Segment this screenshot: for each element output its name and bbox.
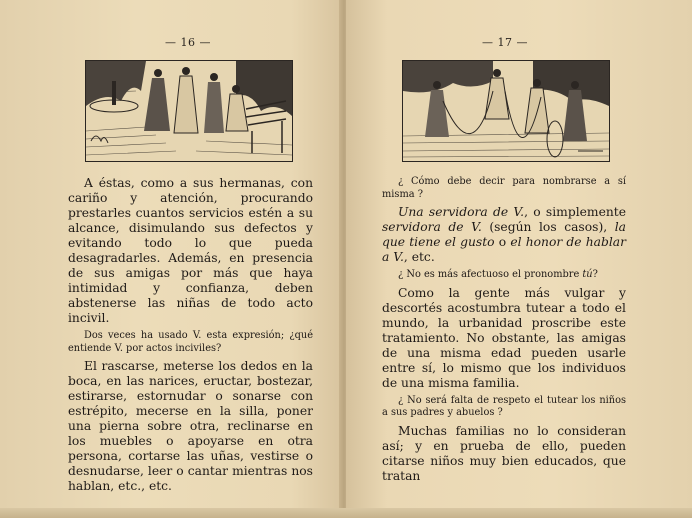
question <box>382 269 626 282</box>
book-bottom-edge <box>0 508 692 518</box>
paragraph: A éstas, como a sus hermanas, con cariño y atención, procurando prestarles cuantos servicios estén a su alcance, disimulando sus defectos y evitando todo lo que pueda desagradarles. Además, en presencia de sus amigas por más que haya intimidad y confianza, deben abstenerse las niñas de todo acto incivil. <box>68 176 313 325</box>
answer <box>382 205 626 265</box>
question-text: ¿ No es más afectuoso el pronombre <box>398 269 580 280</box>
paragraph: Muchas familias no lo consideran así; y en prueba de ello, pueden citarse niños muy bien educados, que tratan <box>382 423 626 483</box>
question: ¿ No será falta de respeto el tutear los niños a sus padres y abuelos ? <box>382 394 626 418</box>
answer-italic: servidora de V. <box>382 220 482 234</box>
left-page-text <box>68 176 313 494</box>
page-number-16: — 16 — <box>165 36 211 49</box>
engraving-girls-in-garden <box>85 60 293 162</box>
answer-text: , o simplemente <box>524 205 626 219</box>
right-page-text <box>382 176 626 484</box>
paragraph: Como la gente más vulgar y descortés acostumbra tutear a todo el mundo, la urbanidad proscribe este tratamiento. No obstante, las amigas de una misma edad pueden usarle entre sí, lo mismo que los individuos de una misma familia. <box>382 285 626 390</box>
engraving-girls-jumping-rope <box>402 60 610 162</box>
page-number-17: — 17 — <box>482 36 528 49</box>
paragraph: El rascarse, meterse los dedos en la boca, en las narices, eructar, bostezar, estirarse, estornudar o sonarse con estrépito, mecerse en la silla, poner una pierna sobre otra, reclinarse en los muebles o apoyarse en otra persona, cortarse las uñas, vestirse o desnudarse, leer o cantar mientras nos hablan, etc., etc. <box>68 359 313 493</box>
answer-italic: la que tiene el gusto <box>382 220 626 249</box>
question-text: ? <box>592 269 598 280</box>
answer-italic: Una servidora de V. <box>398 205 525 219</box>
right-page <box>346 0 692 518</box>
question: Dos veces ha usado V. esta expresión; ¿qué entiende V. por actos inciviles? <box>68 330 313 354</box>
answer-text: o <box>498 235 507 249</box>
left-page <box>0 0 342 518</box>
question-italic: tú <box>582 269 593 280</box>
answer-text: , etc. <box>403 250 435 264</box>
answer-text: (según los casos), <box>489 220 608 234</box>
question: ¿ Cómo debe decir para nombrarse a sí misma ? <box>382 176 626 200</box>
answer-italic: el honor de hablar a V. <box>382 235 626 264</box>
